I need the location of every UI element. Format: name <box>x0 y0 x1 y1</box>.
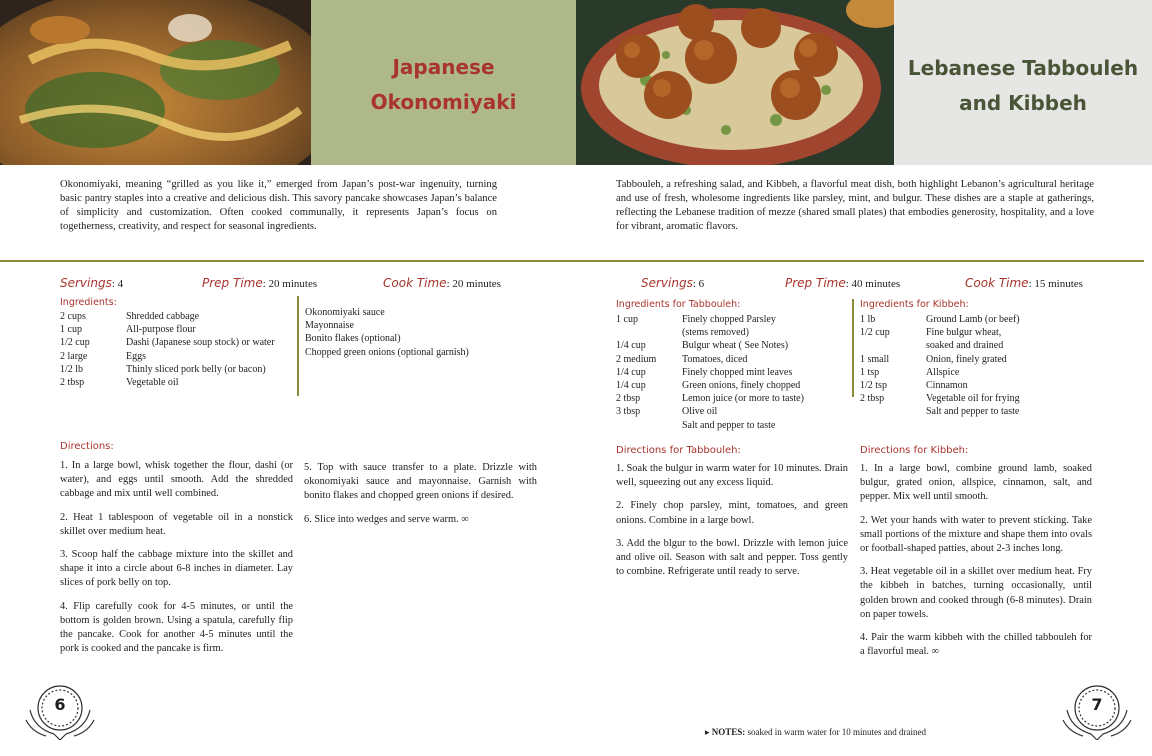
left-servings-value: : 4 <box>111 278 124 290</box>
ingredient-row: Salt and pepper to taste <box>682 419 776 431</box>
ingredient-row: 2 medium Tomatoes, diced <box>616 353 748 365</box>
kibbeh-photo <box>576 0 894 165</box>
notes-line <box>705 727 926 738</box>
kibbeh-directions-label: Directions for Kibbeh: <box>860 445 969 456</box>
right-prep <box>785 276 900 290</box>
direction-step: 4. Pair the warm kibbeh with the chilled tabbouleh for a flavorful meal. ∞ <box>860 632 1092 658</box>
left-title-line1: Japanese <box>392 55 495 79</box>
right-title-line1: Lebanese Tabbouleh <box>907 56 1139 80</box>
notes-label: NOTES: <box>711 727 746 737</box>
left-intro: Okonomiyaki, meaning “grilled as you like it,” emerged from Japan’s post-war ingenuity, turning basic pantry staples into a creative and delicious dish. This savory pancake showcases Japan’s balance of simplicity and customization. Often cooked communally, it represents Japan’s focus on togetherness, creativity, and respect for seasonal ingredients. <box>60 179 497 232</box>
direction-step: 2. Heat 1 tablespoon of vegetable oil in a nonstick skillet over medium heat. <box>60 511 293 537</box>
page-badge-right <box>1061 680 1133 740</box>
ingredient-row: 1 cup All-purpose flour <box>60 324 196 336</box>
ingredient-row: 1 small Onion, finely grated <box>860 353 1007 365</box>
ingredient-row: 1/2 lb Thinly sliced pork belly (or bacon) <box>60 363 266 375</box>
left-ingredients-divider <box>297 296 299 396</box>
direction-step: 6. Slice into wedges and serve warm. ∞ <box>304 513 469 525</box>
left-title-block <box>311 0 576 165</box>
topping-item: Mayonnaise <box>305 320 354 332</box>
right-prep-value: : 40 minutes <box>845 278 901 290</box>
ingredient-row: 1/4 cup Green onions, finely chopped <box>616 380 801 392</box>
page-number-right: 7 <box>1091 695 1103 714</box>
ingredient-row: 2 tbsp Vegetable oil for frying <box>860 393 1020 405</box>
topping-item: Bonito flakes (optional) <box>305 333 401 345</box>
topping-item: Okonomiyaki sauce <box>305 307 385 318</box>
left-directions-col2 <box>304 461 537 536</box>
tabbouleh-directions-label: Directions for Tabbouleh: <box>616 445 741 456</box>
right-servings <box>641 276 704 290</box>
right-prep-label: Prep Time <box>785 276 846 290</box>
ingredient-row: 1/4 cup Bulgur wheat ( See Notes) <box>616 340 789 352</box>
left-cook <box>383 276 501 290</box>
right-cook <box>965 276 1083 290</box>
ingredient-row: 2 large Eggs <box>60 350 146 362</box>
page-number-left: 6 <box>54 695 66 714</box>
ingredient-row: (stems removed) <box>682 327 749 339</box>
left-directions-col1 <box>60 459 293 665</box>
left-servings <box>60 276 123 290</box>
okonomiyaki-photo <box>0 0 311 165</box>
page-badge-left <box>24 680 96 740</box>
direction-step: 1. In a large bowl, whisk together the flour, dashi (or water), and eggs until smooth. Add the shredded cabbage and mix until well combined. <box>60 460 293 500</box>
ingredient-row: 2 tbsp Vegetable oil <box>60 377 179 389</box>
left-toppings-list <box>305 306 505 359</box>
right-cook-value: : 15 minutes <box>1028 278 1083 290</box>
left-ingredients-list <box>60 310 300 389</box>
kibbeh-directions <box>860 462 1092 668</box>
ingredient-row: 1/2 cup Fine bulgur wheat, <box>860 327 1002 339</box>
horizontal-divider <box>0 260 1144 262</box>
direction-step: 1. In a large bowl, combine ground lamb, soaked bulgur, grated onion, allspice, cinnamon, salt, and pepper. Mix well until smooth. <box>860 463 1092 503</box>
ingredient-row: 1 cup Finely chopped Parsley <box>616 314 776 325</box>
tabbouleh-ingredients-list <box>616 313 852 432</box>
ingredient-row: 2 cups Shredded cabbage <box>60 311 200 322</box>
ingredient-row: 3 tbsp Olive oil <box>616 406 718 418</box>
direction-step: 3. Scoop half the cabbage mixture into the skillet and shape it into a circle about 6-8 inches in diameter. Lay slices of pork belly on top. <box>60 549 293 589</box>
direction-step: 1. Soak the bulgur in warm water for 10 minutes. Drain well, squeezing out any excess liquid. <box>616 463 848 489</box>
direction-step: 3. Add the blgur to the bowl. Drizzle with lemon juice and olive oil. Season with salt and pepper. Toss gently to combine. Refrigerate until ready to serve. <box>616 537 848 578</box>
left-prep-value: : 20 minutes <box>262 278 318 290</box>
right-ingredients-divider <box>852 299 854 397</box>
left-cook-value: : 20 minutes <box>446 278 501 290</box>
ingredient-row: 1/2 cup Dashi (Japanese soup stock) or water <box>60 337 275 349</box>
left-title-line2: Okonomiyaki <box>370 90 517 114</box>
left-servings-label: Servings <box>60 276 112 290</box>
right-servings-value: : 6 <box>692 278 705 290</box>
ingredient-row: Salt and pepper to taste <box>926 406 1020 418</box>
ingredient-row: soaked and drained <box>926 340 1004 352</box>
right-servings-label: Servings <box>641 276 693 290</box>
right-title-block <box>894 0 1152 165</box>
left-prep <box>202 276 317 290</box>
kibbeh-ingredients-list <box>860 313 1096 419</box>
direction-step: 2. Wet your hands with water to prevent sticking. Take small portions of the mixture and shape them into ovals or football-shaped patties, about 2-3 inches long. <box>860 514 1092 555</box>
ingredient-row: 1/2 tsp Cinnamon <box>860 380 968 392</box>
left-cook-label: Cook Time <box>383 276 447 290</box>
direction-step: 3. Heat vegetable oil in a skillet over medium heat. Fry the kibbeh in batches, turning occasionally, until golden brown and cooked through (6-8 minutes). Drain on paper towels. <box>860 566 1092 620</box>
ingredient-row: 1 lb Ground Lamb (or beef) <box>860 314 1020 325</box>
right-intro: Tabbouleh, a refreshing salad, and Kibbeh, a flavorful meat dish, both highlight Lebanon’s agricultural heritage and use of fresh, wholesome ingredients like parsley, mint, and bulgur. These dishes are a staple at gatherings, reflecting the Lebanese tradition of mezze (shared small plates) that embodies generosity, hospitality, and a love for vibrant, aromatic flavors. <box>616 179 1094 232</box>
right-cook-label: Cook Time <box>965 276 1029 290</box>
ingredient-row: 1/4 cup Finely chopped mint leaves <box>616 366 793 378</box>
notes-text: soaked in warm water for 10 minutes and drained <box>747 727 926 737</box>
right-title-line2: and Kibbeh <box>959 91 1087 115</box>
tabbouleh-ingredients-label: Ingredients for Tabbouleh: <box>616 299 741 310</box>
direction-step: 2. Finely chop parsley, mint, tomatoes, and green onions. Combine in a large bowl. <box>616 500 848 526</box>
direction-step: 4. Flip carefully cook for 4-5 minutes, or until the bottom is golden brown. Using a spatula, carefully flip the pancake. Cook for another 4-5 minutes until the pork is cooked and the pancake is firm. <box>60 600 293 655</box>
ingredient-row: 1 tsp Allspice <box>860 366 960 378</box>
left-ingredients-label: Ingredients: <box>60 297 117 308</box>
ingredient-row: 2 tbsp Lemon juice (or more to taste) <box>616 393 804 405</box>
notes-arrow-icon: ▸ <box>705 727 710 737</box>
direction-step: 5. Top with sauce transfer to a plate. Drizzle with okonomiyaki sauce and mayonnaise. Garnish with bonito flakes and chopped green onions if desired. <box>304 462 537 502</box>
topping-item: Chopped green onions (optional garnish) <box>305 346 469 358</box>
kibbeh-ingredients-label: Ingredients for Kibbeh: <box>860 299 969 310</box>
left-directions-label: Directions: <box>60 441 114 452</box>
tabbouleh-directions <box>616 462 848 588</box>
left-prep-label: Prep Time <box>202 276 263 290</box>
